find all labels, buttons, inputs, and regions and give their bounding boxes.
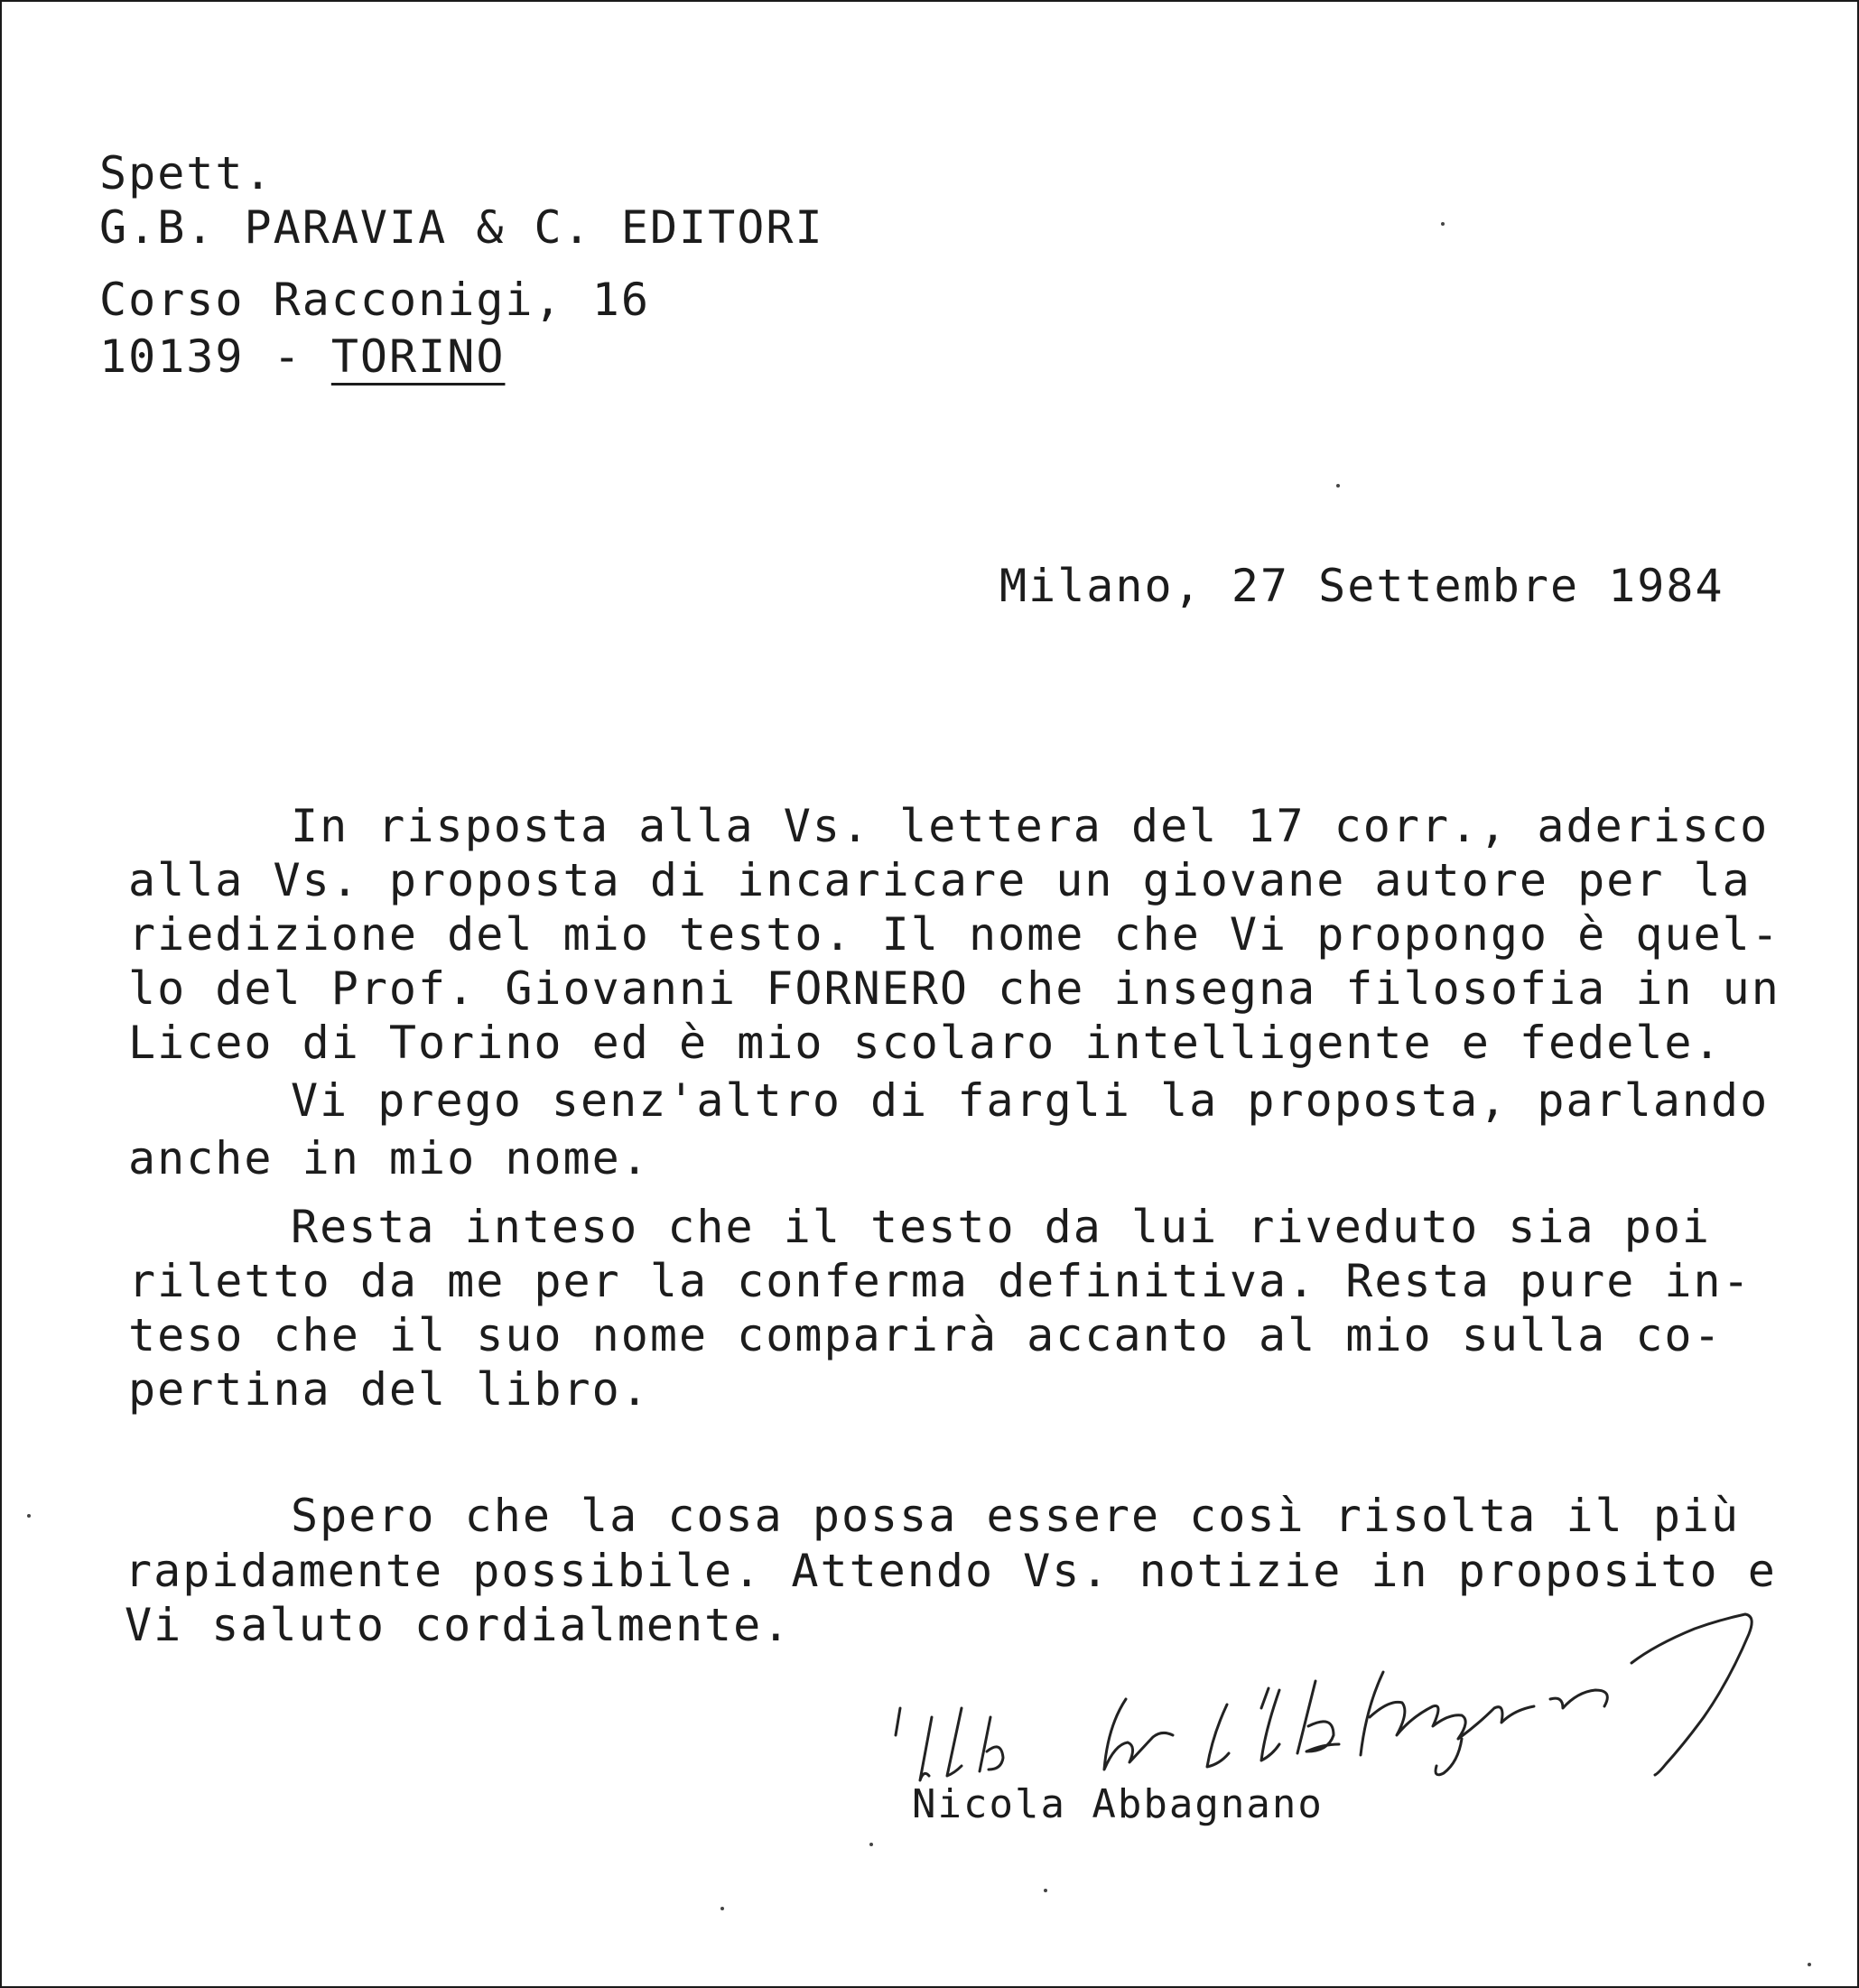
body-line: Resta inteso che il testo da lui riveduto sia poi	[291, 1201, 1712, 1253]
body-line: Spero che la cosa possa essere così risolta il più	[291, 1490, 1741, 1542]
speck	[1336, 484, 1340, 488]
body-line: rapidamente possibile. Attendo Vs. notizie in proposito e	[125, 1545, 1777, 1597]
body-line: riedizione del mio testo. Il nome che Vi propongo è quel-	[128, 908, 1780, 961]
recipient-postcode: 10139 -	[99, 330, 302, 383]
body-line: teso che il suo nome comparirà accanto al mio sulla co-	[128, 1309, 1723, 1361]
speck	[27, 1514, 31, 1518]
body-line: Liceo di Torino ed è mio scolaro intelligente e fedele.	[128, 1017, 1723, 1069]
body-line: anche in mio nome.	[128, 1132, 650, 1184]
body-line: In risposta alla Vs. lettera del 17 corr., aderisco	[291, 800, 1770, 852]
body-line: pertina del libro.	[128, 1363, 650, 1416]
body-line: Vi prego senz'altro di fargli la proposta, parlando	[291, 1074, 1770, 1127]
date-line: Milano, 27 Settembre 1984	[999, 560, 1724, 612]
signatory-name: Nicola Abbagnano	[912, 1781, 1324, 1827]
speck	[1441, 222, 1445, 226]
recipient-city: TORINO	[330, 330, 506, 383]
body-line: alla Vs. proposta di incaricare un giovane autore per la	[128, 854, 1752, 906]
speck	[1808, 1963, 1811, 1966]
body-line: Vi saluto cordialmente.	[125, 1599, 792, 1651]
speck	[1044, 1889, 1047, 1892]
recipient-street: Corso Racconigi, 16	[99, 274, 650, 326]
body-line: riletto da me per la conferma definitiva. Resta pure in-	[128, 1255, 1752, 1307]
speck	[869, 1843, 873, 1846]
speck	[720, 1907, 724, 1910]
salutation: Spett.	[99, 147, 274, 200]
body-line: lo del Prof. Giovanni FORNERO che insegna filosofia in un	[128, 962, 1780, 1015]
recipient-city-line	[99, 330, 506, 383]
handwritten-signature	[891, 1609, 1776, 1789]
recipient-company: G.B. PARAVIA & C. EDITORI	[99, 201, 824, 254]
